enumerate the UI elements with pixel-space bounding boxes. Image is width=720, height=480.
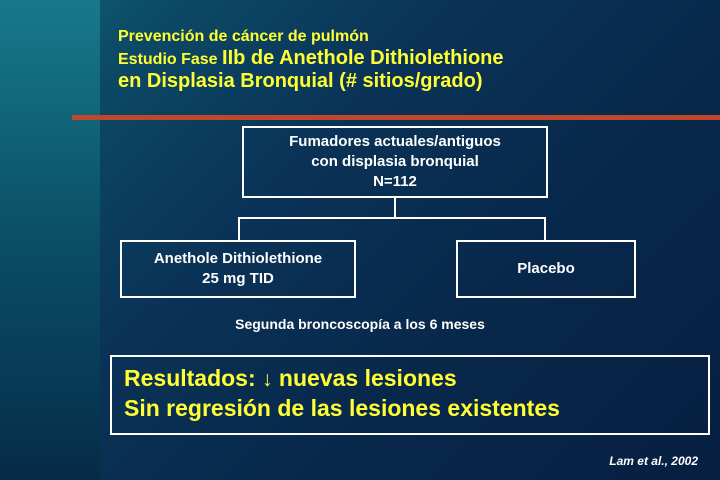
- title-line-2-emphasis: IIb de Anethole Dithiolethione: [222, 46, 504, 69]
- diagram-node-treatment-arm: [120, 240, 356, 298]
- followup-note: Segunda broncoscopía a los 6 meses: [235, 316, 485, 332]
- citation: Lam et al., 2002: [609, 454, 698, 468]
- diagram-node-population: [242, 126, 548, 198]
- connector-horizontal: [238, 217, 546, 219]
- population-line-3: N=112: [373, 172, 417, 190]
- title-line-2-small: Estudio Fase: [118, 50, 223, 68]
- connector-vertical-left: [238, 217, 240, 240]
- treatment-line-2: 25 mg TID: [202, 270, 274, 287]
- population-line-1: Fumadores actuales/antiguos: [289, 133, 501, 151]
- title-line-2: [118, 47, 698, 71]
- results-line-2: Sin regresión de las lesiones existentes: [124, 394, 560, 421]
- left-decorative-band: [0, 0, 100, 480]
- results-line-1-text: nuevas lesiones: [272, 365, 457, 391]
- results-box: [110, 355, 710, 435]
- down-arrow-icon: ↓: [262, 368, 273, 391]
- results-label: Resultados:: [124, 365, 263, 391]
- population-line-2: con displasia bronquial: [311, 153, 479, 171]
- connector-vertical-right: [544, 217, 546, 240]
- title-line-3: en Displasia Bronquial (# sitios/grado): [118, 70, 483, 93]
- slide-title: [118, 28, 698, 94]
- treatment-line-1: Anethole Dithiolethione: [153, 250, 323, 268]
- diagram-node-placebo-arm: [456, 240, 636, 298]
- results-line-1: [124, 364, 708, 394]
- connector-vertical-top: [394, 198, 396, 218]
- title-line-1: Prevención de cáncer de pulmón: [118, 28, 369, 45]
- title-divider-rule: [72, 115, 720, 120]
- placebo-line-1: Placebo: [517, 260, 575, 278]
